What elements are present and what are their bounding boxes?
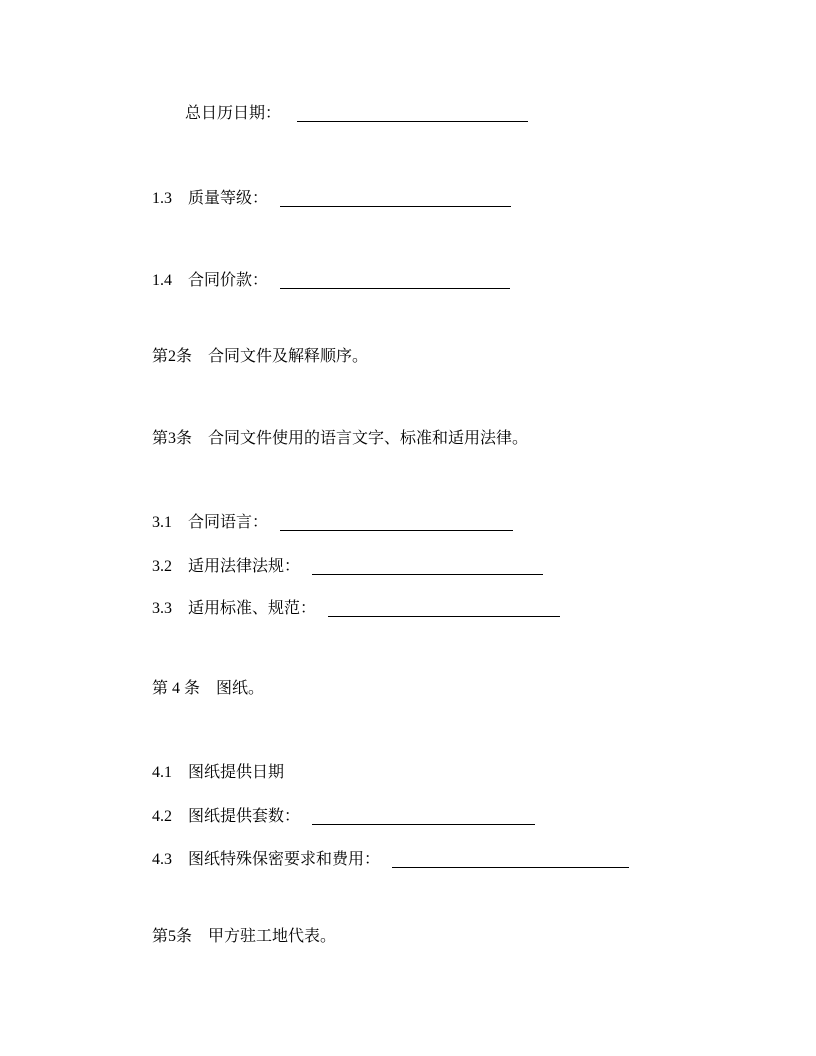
blank-underline[interactable] (312, 806, 535, 825)
field-1-3-quality-grade (152, 188, 511, 207)
heading-label: 第5条 甲方驻工地代表。 (152, 928, 337, 945)
field-label: 3.2 适用法律法规： (152, 558, 301, 575)
field-label: 总日历日期： (185, 105, 282, 122)
blank-underline[interactable] (297, 103, 528, 122)
blank-underline[interactable] (280, 512, 513, 531)
blank-underline[interactable] (328, 598, 560, 617)
heading-label: 第2条 合同文件及解释顺序。 (152, 348, 369, 365)
field-4-1-drawing-date (152, 764, 284, 781)
field-label: 3.3 适用标准、规范： (152, 600, 317, 617)
field-3-3-applicable-standards (152, 598, 560, 617)
field-4-3-drawing-confidentiality (152, 849, 629, 868)
field-label: 1.3 质量等级： (152, 190, 269, 207)
field-1-4-contract-price (152, 270, 510, 289)
field-label: 3.1 合同语言： (152, 514, 269, 531)
heading-article-5 (152, 928, 336, 945)
field-3-2-applicable-laws (152, 556, 543, 575)
heading-label: 第3条 合同文件使用的语言文字、标准和适用法律。 (152, 430, 529, 447)
field-label: 4.2 图纸提供套数： (152, 808, 301, 825)
field-label: 4.1 图纸提供日期 (152, 764, 285, 781)
heading-label: 第 4 条 图纸。 (152, 680, 265, 697)
blank-underline[interactable] (312, 556, 543, 575)
field-4-2-drawing-sets (152, 806, 535, 825)
field-3-1-contract-language (152, 512, 513, 531)
heading-article-3 (152, 430, 528, 447)
field-total-calendar-date (185, 103, 528, 122)
field-label: 1.4 合同价款： (152, 272, 269, 289)
heading-article-2 (152, 348, 368, 365)
blank-underline[interactable] (280, 188, 511, 207)
blank-underline[interactable] (280, 270, 510, 289)
field-label: 4.3 图纸特殊保密要求和费用： (152, 851, 381, 868)
blank-underline[interactable] (392, 849, 629, 868)
heading-article-4 (152, 680, 264, 697)
